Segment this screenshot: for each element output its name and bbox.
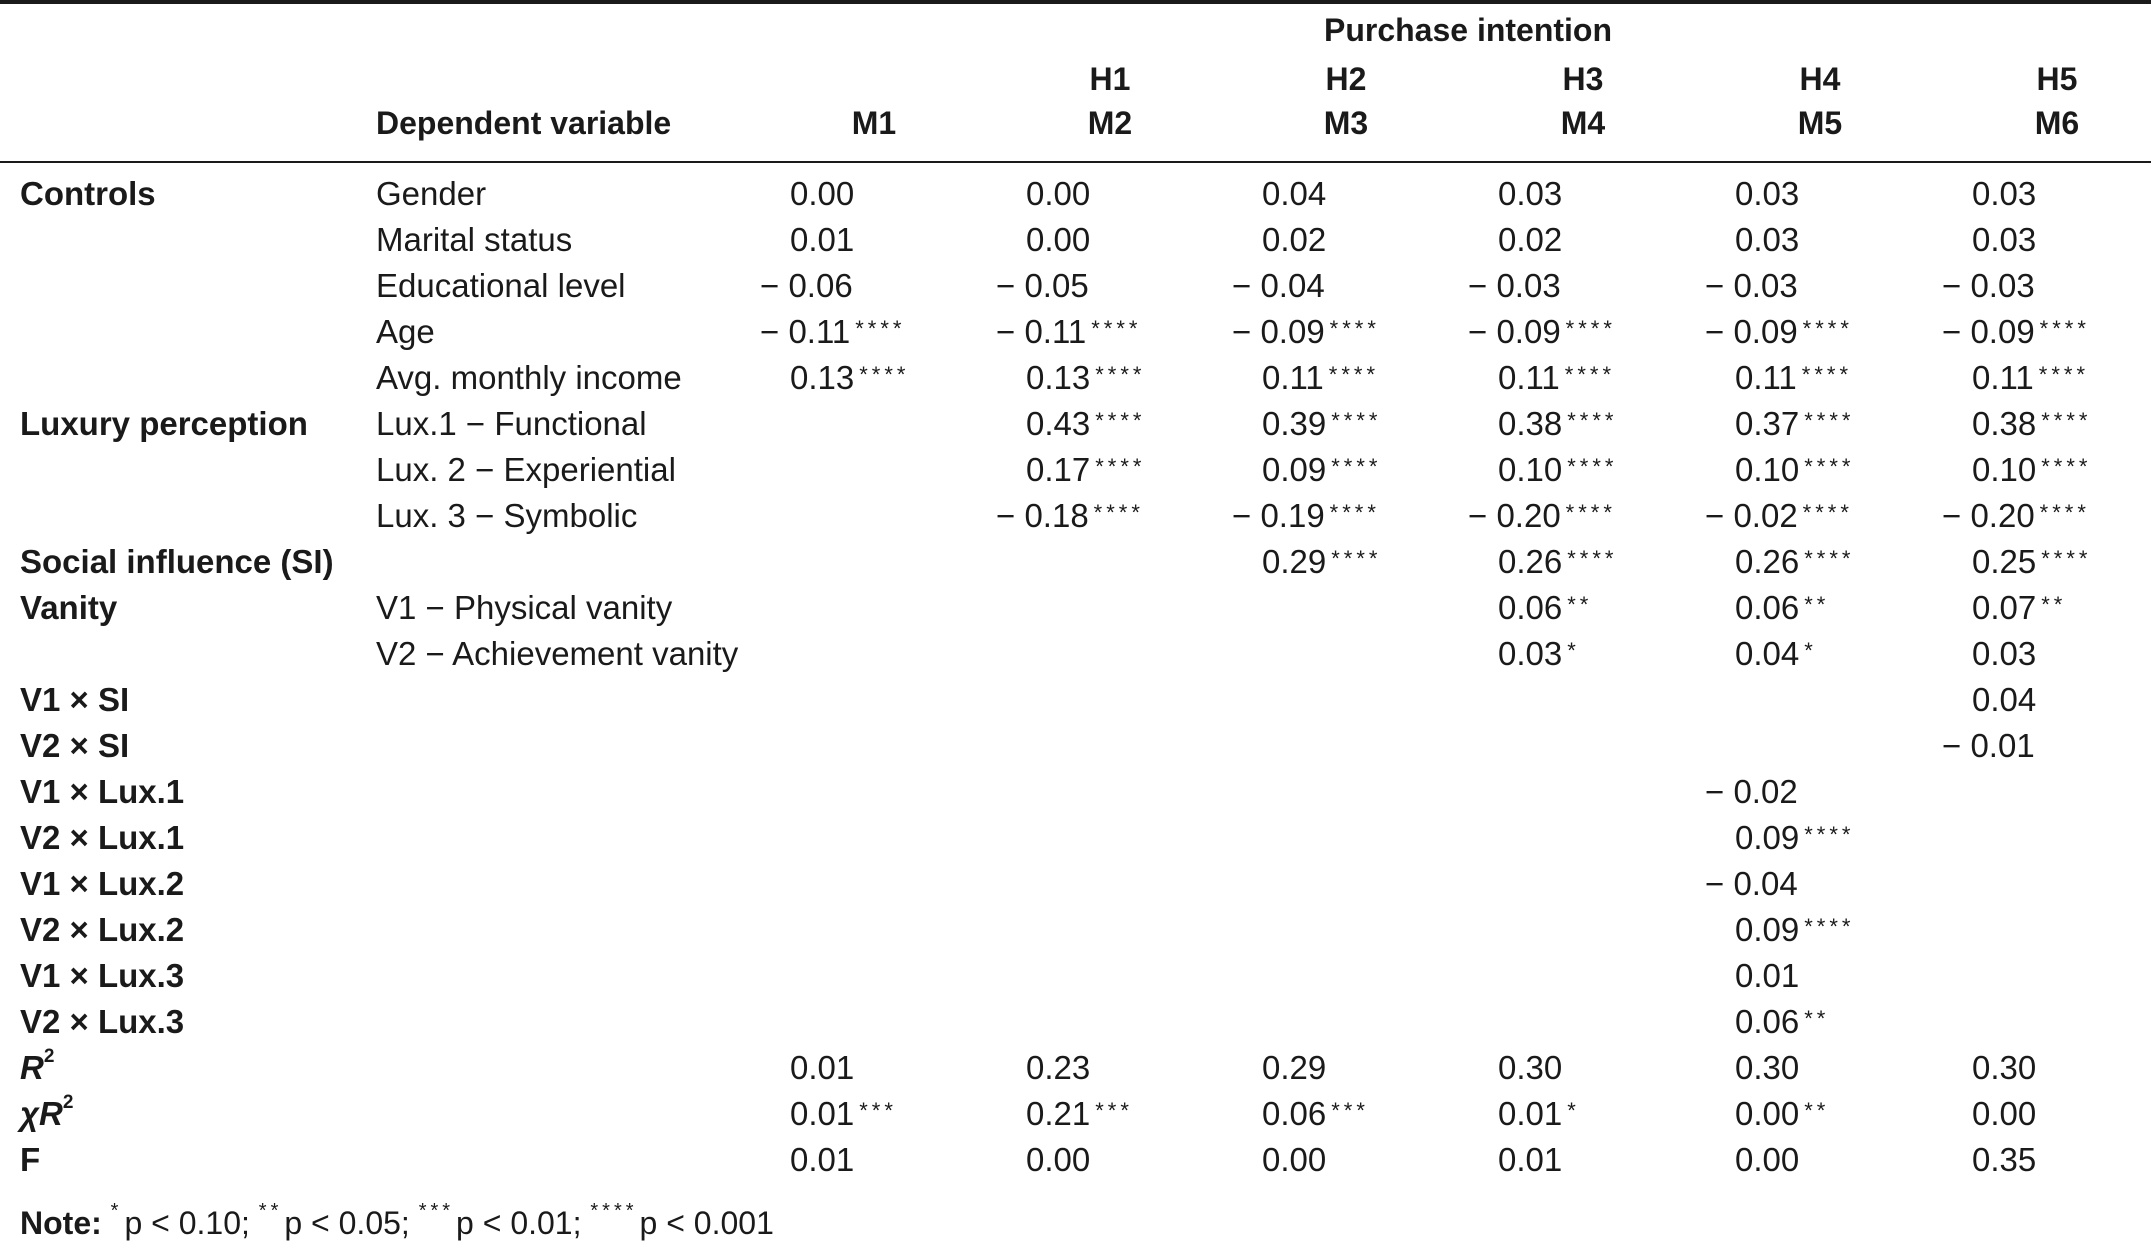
- coefficient-cell: [1972, 637, 2036, 670]
- coefficient-value: 0.10: [1498, 451, 1563, 488]
- row-group-label: [20, 821, 184, 854]
- note-label: Note:: [20, 1205, 102, 1241]
- coefficient-value: − 0.06: [760, 267, 853, 304]
- column-hypothesis: H4: [1799, 61, 1841, 97]
- row-group-text: V1 × Lux.3: [20, 957, 185, 994]
- coefficient-cell: [1468, 315, 1616, 348]
- coefficient-value: 0.10: [1972, 451, 2037, 488]
- coefficient-value: 0.38: [1972, 405, 2037, 442]
- coefficient-value: − 0.20: [1468, 497, 1561, 534]
- coefficient-value: 0.01: [790, 1141, 855, 1178]
- coefficient-value: 0.30: [1972, 1049, 2037, 1086]
- significance-stars: ****: [1567, 454, 1618, 479]
- significance-stars: ****: [1804, 546, 1855, 571]
- row-variable-label: Avg. monthly income: [376, 359, 682, 396]
- coefficient-cell: [1498, 591, 1592, 624]
- column-model: M1: [851, 105, 897, 141]
- coefficient-cell: [1498, 1097, 1580, 1130]
- row-group-label: [20, 683, 129, 716]
- significance-stars: **: [1804, 592, 1830, 617]
- note-text: p < 0.001: [639, 1205, 774, 1241]
- coefficient-cell: [1498, 1051, 1562, 1084]
- coefficient-cell: [1735, 223, 1799, 256]
- coefficient-value: 0.43: [1026, 405, 1091, 442]
- coefficient-cell: [1735, 821, 1854, 854]
- note-stars: ****: [590, 1200, 638, 1222]
- row-variable-label: Educational level: [376, 267, 626, 304]
- coefficient-cell: [1735, 453, 1854, 486]
- row-variable-label: Lux. 2 − Experiential: [376, 451, 676, 488]
- coefficient-value: 0.37: [1735, 405, 1800, 442]
- coefficient-value: 0.26: [1498, 543, 1563, 580]
- significance-stars: ****: [1567, 408, 1618, 433]
- coefficient-value: − 0.09: [1232, 313, 1325, 350]
- row-group-label: [20, 177, 156, 210]
- row-group-text: F: [20, 1141, 41, 1178]
- significance-stars: ****: [2041, 546, 2092, 571]
- note-stars: **: [258, 1200, 283, 1222]
- column-hypothesis: H3: [1562, 61, 1604, 97]
- coefficient-value: − 0.02: [1705, 773, 1798, 810]
- coefficient-value: − 0.04: [1705, 865, 1798, 902]
- coefficient-value: 0.02: [1498, 221, 1563, 258]
- coefficient-cell: [1262, 453, 1381, 486]
- coefficient-value: 0.13: [790, 359, 855, 396]
- coefficient-cell: [1705, 775, 1798, 808]
- coefficient-value: 0.23: [1026, 1049, 1091, 1086]
- coefficient-value: 0.21: [1026, 1095, 1091, 1132]
- coefficient-value: − 0.09: [1942, 313, 2035, 350]
- coefficient-value: 0.11: [1735, 359, 1797, 396]
- row-group-text: Luxury perception: [20, 405, 308, 442]
- coefficient-cell: [996, 315, 1141, 348]
- coefficient-cell: [1735, 407, 1854, 440]
- significance-stars: *: [1567, 638, 1580, 663]
- coefficient-cell: [760, 269, 853, 302]
- coefficient-value: 0.03: [1972, 635, 2037, 672]
- coefficient-cell: [1498, 1143, 1562, 1176]
- coefficient-cell: [1705, 499, 1853, 532]
- significance-stars: *: [1567, 1098, 1580, 1123]
- coefficient-value: 0.02: [1262, 221, 1327, 258]
- coefficient-value: − 0.03: [1705, 267, 1798, 304]
- coefficient-cell: [1972, 683, 2036, 716]
- row-group-label: [20, 729, 129, 762]
- row-group-label: [20, 959, 184, 992]
- significance-stars: ****: [1328, 362, 1380, 387]
- column-hypothesis: H2: [1325, 61, 1367, 97]
- coefficient-value: − 0.01: [1942, 727, 2035, 764]
- dependent-variable-label: Dependent variable: [376, 105, 672, 141]
- row-variable-label: Gender: [376, 175, 487, 212]
- coefficient-cell: [1735, 177, 1799, 210]
- coefficient-value: 0.00: [790, 175, 855, 212]
- coefficient-value: 0.30: [1498, 1049, 1563, 1086]
- table-note: [20, 1200, 774, 1241]
- coefficient-cell: [1972, 591, 2066, 624]
- coefficient-cell: [1498, 361, 1615, 394]
- coefficient-value: 0.17: [1026, 451, 1091, 488]
- coefficient-cell: [790, 361, 909, 394]
- coefficient-cell: [1942, 499, 2090, 532]
- significance-stars: ****: [1329, 500, 1380, 525]
- coefficient-cell: [1026, 1097, 1133, 1130]
- coefficient-value: 0.29: [1262, 543, 1327, 580]
- row-group-label: [20, 913, 184, 946]
- row-variable-label: Marital status: [376, 221, 573, 258]
- significance-stars: ****: [1329, 316, 1380, 341]
- coefficient-value: 0.35: [1972, 1141, 2037, 1178]
- row-variable-label: Lux. 3 − Symbolic: [376, 497, 638, 534]
- coefficient-value: 0.03: [1498, 635, 1563, 672]
- coefficient-cell: [1232, 499, 1380, 532]
- significance-stars: ****: [1564, 362, 1616, 387]
- coefficient-cell: [1262, 361, 1379, 394]
- coefficient-cell: [1026, 1143, 1090, 1176]
- coefficient-value: 0.10: [1735, 451, 1800, 488]
- coefficient-value: 0.09: [1735, 911, 1800, 948]
- coefficient-cell: [1735, 1143, 1799, 1176]
- note-text: p < 0.10;: [124, 1205, 250, 1241]
- coefficient-value: 0.09: [1735, 819, 1800, 856]
- significance-stars: ****: [1804, 914, 1855, 939]
- coefficient-cell: [1942, 729, 2035, 762]
- significance-stars: ***: [1331, 1098, 1369, 1123]
- coefficient-cell: [1262, 1097, 1369, 1130]
- significance-stars: ****: [1804, 408, 1855, 433]
- significance-stars: ****: [2039, 500, 2090, 525]
- significance-stars: ****: [1091, 316, 1142, 341]
- significance-stars: ****: [1802, 316, 1853, 341]
- coefficient-cell: [1972, 1143, 2036, 1176]
- significance-stars: ****: [1093, 500, 1144, 525]
- coefficient-value: 0.01: [790, 1095, 855, 1132]
- note-text: p < 0.01;: [456, 1205, 582, 1241]
- coefficient-value: 0.11: [1262, 359, 1324, 396]
- coefficient-value: 0.01: [1735, 957, 1800, 994]
- row-group-label: [20, 1092, 77, 1132]
- coefficient-cell: [1735, 913, 1854, 946]
- row-variable-label: Lux.1 − Functional: [376, 405, 647, 442]
- coefficient-value: 0.01: [1498, 1095, 1563, 1132]
- row-group-text: V2 × Lux.3: [20, 1003, 185, 1040]
- coefficient-cell: [1262, 223, 1326, 256]
- coefficient-cell: [1026, 453, 1145, 486]
- row-group-text: V2 × Lux.2: [20, 911, 185, 948]
- coefficient-value: 0.11: [1498, 359, 1560, 396]
- coefficient-cell: [996, 499, 1144, 532]
- coefficient-value: 0.39: [1262, 405, 1327, 442]
- coefficient-value: 0.09: [1262, 451, 1327, 488]
- coefficient-cell: [1498, 177, 1562, 210]
- significance-stars: ****: [1095, 454, 1146, 479]
- coefficient-value: − 0.02: [1705, 497, 1798, 534]
- coefficient-cell: [790, 1051, 854, 1084]
- coefficient-cell: [1026, 223, 1090, 256]
- row-group-label: [20, 775, 184, 808]
- coefficient-value: − 0.09: [1468, 313, 1561, 350]
- coefficient-cell: [790, 1097, 897, 1130]
- significance-stars: **: [2041, 592, 2067, 617]
- coefficient-cell: [790, 177, 854, 210]
- coefficient-value: 0.06: [1262, 1095, 1327, 1132]
- row-group-text: V1 × Lux.2: [20, 865, 185, 902]
- coefficient-value: 0.25: [1972, 543, 2037, 580]
- coefficient-value: 0.07: [1972, 589, 2037, 626]
- row-group-label: [20, 1143, 40, 1176]
- coefficient-cell: [1262, 407, 1381, 440]
- coefficient-value: 0.00: [1735, 1141, 1800, 1178]
- significance-stars: ****: [859, 362, 910, 387]
- coefficient-cell: [1735, 637, 1817, 670]
- significance-stars: **: [1567, 592, 1593, 617]
- significance-stars: ***: [1095, 1098, 1133, 1123]
- row-group-label: [20, 1046, 58, 1086]
- significance-stars: ****: [2041, 454, 2092, 479]
- coefficient-value: 0.00: [1735, 1095, 1800, 1132]
- coefficient-value: 0.13: [1026, 359, 1091, 396]
- coefficient-cell: [1262, 1143, 1326, 1176]
- coefficient-cell: [1232, 269, 1325, 302]
- coefficient-cell: [1705, 867, 1798, 900]
- note-text: p < 0.05;: [284, 1205, 410, 1241]
- coefficient-value: 0.03: [1735, 221, 1800, 258]
- column-hypothesis: H5: [2036, 61, 2078, 97]
- significance-stars: ****: [1567, 546, 1618, 571]
- coefficient-cell: [1498, 407, 1617, 440]
- header-rule: [0, 161, 2151, 163]
- coefficient-cell: [1735, 1051, 1799, 1084]
- top-rule: [0, 0, 2151, 4]
- significance-stars: ****: [1802, 500, 1853, 525]
- coefficient-value: 0.03: [1498, 175, 1563, 212]
- coefficient-cell: [1735, 1097, 1829, 1130]
- column-model: M3: [1323, 105, 1369, 141]
- note-stars: ***: [418, 1200, 455, 1222]
- row-group-superscript: 2: [43, 1046, 58, 1067]
- coefficient-cell: [1972, 545, 2091, 578]
- coefficient-value: 0.01: [790, 1049, 855, 1086]
- row-group-text: V2 × SI: [20, 727, 130, 764]
- coefficient-value: 0.03: [1735, 175, 1800, 212]
- row-variable-label: Age: [376, 313, 435, 350]
- coefficient-cell: [1735, 545, 1854, 578]
- row-group-text: V1 × Lux.1: [20, 773, 185, 810]
- coefficient-value: 0.30: [1735, 1049, 1800, 1086]
- note-stars: *: [110, 1200, 123, 1222]
- row-group-label: [20, 545, 334, 578]
- coefficient-cell: [1026, 361, 1145, 394]
- coefficient-cell: [790, 1143, 854, 1176]
- coefficient-cell: [996, 269, 1089, 302]
- coefficient-value: 0.03: [1972, 175, 2037, 212]
- coefficient-value: 0.04: [1262, 175, 1327, 212]
- coefficient-value: 0.01: [1498, 1141, 1563, 1178]
- row-group-label: [20, 1005, 184, 1038]
- significance-stars: ****: [1331, 408, 1382, 433]
- coefficient-value: 0.29: [1262, 1049, 1327, 1086]
- significance-stars: ****: [2039, 316, 2090, 341]
- coefficient-cell: [1972, 407, 2091, 440]
- coefficient-value: 0.00: [1262, 1141, 1327, 1178]
- coefficient-value: 0.00: [1026, 175, 1091, 212]
- coefficient-cell: [790, 223, 854, 256]
- coefficient-value: 0.00: [1026, 221, 1091, 258]
- coefficient-value: − 0.18: [996, 497, 1089, 534]
- significance-stars: ****: [1804, 454, 1855, 479]
- column-model: M2: [1087, 105, 1133, 141]
- coefficient-value: 0.03: [1972, 221, 2037, 258]
- coefficient-value: − 0.11: [996, 313, 1087, 350]
- coefficient-cell: [1735, 591, 1829, 624]
- coefficient-value: 0.00: [1026, 1141, 1091, 1178]
- coefficient-value: − 0.03: [1942, 267, 2035, 304]
- coefficient-value: 0.06: [1735, 1003, 1800, 1040]
- coefficient-cell: [1705, 315, 1853, 348]
- coefficient-value: 0.38: [1498, 405, 1563, 442]
- coefficient-cell: [760, 315, 905, 348]
- coefficient-value: − 0.20: [1942, 497, 2035, 534]
- significance-stars: *: [1804, 638, 1817, 663]
- coefficient-value: − 0.09: [1705, 313, 1798, 350]
- column-model: M4: [1560, 105, 1606, 141]
- coefficient-value: 0.06: [1498, 589, 1563, 626]
- coefficient-value: 0.00: [1972, 1095, 2037, 1132]
- coefficient-cell: [1026, 177, 1090, 210]
- coefficient-value: 0.04: [1972, 681, 2037, 718]
- row-group-text: V2 × Lux.1: [20, 819, 185, 856]
- significance-stars: ***: [859, 1098, 897, 1123]
- row-variable-label: V2 − Achievement vanity: [376, 635, 739, 672]
- row-group-superscript: 2: [62, 1092, 77, 1113]
- coefficient-cell: [1498, 545, 1617, 578]
- row-group-text: R: [20, 1049, 44, 1086]
- row-group-text: Vanity: [20, 589, 118, 626]
- coefficient-cell: [1972, 1051, 2036, 1084]
- coefficient-cell: [1735, 959, 1799, 992]
- significance-stars: ****: [1331, 546, 1382, 571]
- coefficient-cell: [1026, 407, 1145, 440]
- coefficient-value: 0.11: [1972, 359, 2034, 396]
- coefficient-value: − 0.19: [1232, 497, 1325, 534]
- row-group-text: Controls: [20, 175, 156, 212]
- significance-stars: ****: [1804, 822, 1855, 847]
- significance-stars: ****: [1095, 362, 1146, 387]
- significance-stars: ****: [1565, 316, 1616, 341]
- coefficient-value: − 0.05: [996, 267, 1089, 304]
- coefficient-cell: [1468, 499, 1616, 532]
- significance-stars: ****: [1801, 362, 1853, 387]
- coefficient-value: − 0.03: [1468, 267, 1561, 304]
- coefficient-value: 0.04: [1735, 635, 1800, 672]
- coefficient-cell: [1262, 177, 1326, 210]
- coefficient-value: − 0.11: [760, 313, 851, 350]
- significance-stars: **: [1804, 1006, 1830, 1031]
- coefficient-cell: [1468, 269, 1561, 302]
- coefficient-cell: [1735, 361, 1852, 394]
- coefficient-cell: [1942, 269, 2035, 302]
- coefficient-cell: [1972, 177, 2036, 210]
- row-group-label: [20, 867, 184, 900]
- row-variable-label: V1 − Physical vanity: [376, 589, 673, 626]
- row-group-text: Social influence (SI): [20, 543, 334, 580]
- column-model: M6: [2034, 105, 2080, 141]
- significance-stars: ****: [2038, 362, 2090, 387]
- coefficient-cell: [1262, 1051, 1326, 1084]
- significance-stars: ****: [855, 316, 906, 341]
- coefficient-cell: [1942, 315, 2090, 348]
- coefficient-cell: [1498, 453, 1617, 486]
- coefficient-cell: [1972, 361, 2089, 394]
- significance-stars: ****: [2041, 408, 2092, 433]
- row-group-label: [20, 407, 308, 440]
- significance-stars: ****: [1331, 454, 1382, 479]
- coefficient-cell: [1498, 223, 1562, 256]
- significance-stars: ****: [1095, 408, 1146, 433]
- coefficient-cell: [1735, 1005, 1829, 1038]
- column-hypothesis: H1: [1089, 61, 1131, 97]
- coefficient-cell: [1026, 1051, 1090, 1084]
- column-model: M5: [1797, 105, 1843, 141]
- coefficient-value: 0.06: [1735, 589, 1800, 626]
- coefficient-cell: [1232, 315, 1380, 348]
- coefficient-cell: [1705, 269, 1798, 302]
- row-group-text: V1 × SI: [20, 681, 130, 718]
- coefficient-cell: [1972, 1097, 2036, 1130]
- row-group-label: [20, 591, 117, 624]
- coefficient-cell: [1972, 453, 2091, 486]
- row-group-text: χR: [20, 1095, 63, 1132]
- coefficient-value: 0.01: [790, 221, 855, 258]
- coefficient-value: − 0.04: [1232, 267, 1325, 304]
- coefficient-cell: [1498, 637, 1580, 670]
- coefficient-cell: [1972, 223, 2036, 256]
- coefficient-cell: [1262, 545, 1381, 578]
- group-title: Purchase intention: [1323, 12, 1613, 48]
- coefficient-value: 0.26: [1735, 543, 1800, 580]
- significance-stars: **: [1804, 1098, 1830, 1123]
- significance-stars: ****: [1565, 500, 1616, 525]
